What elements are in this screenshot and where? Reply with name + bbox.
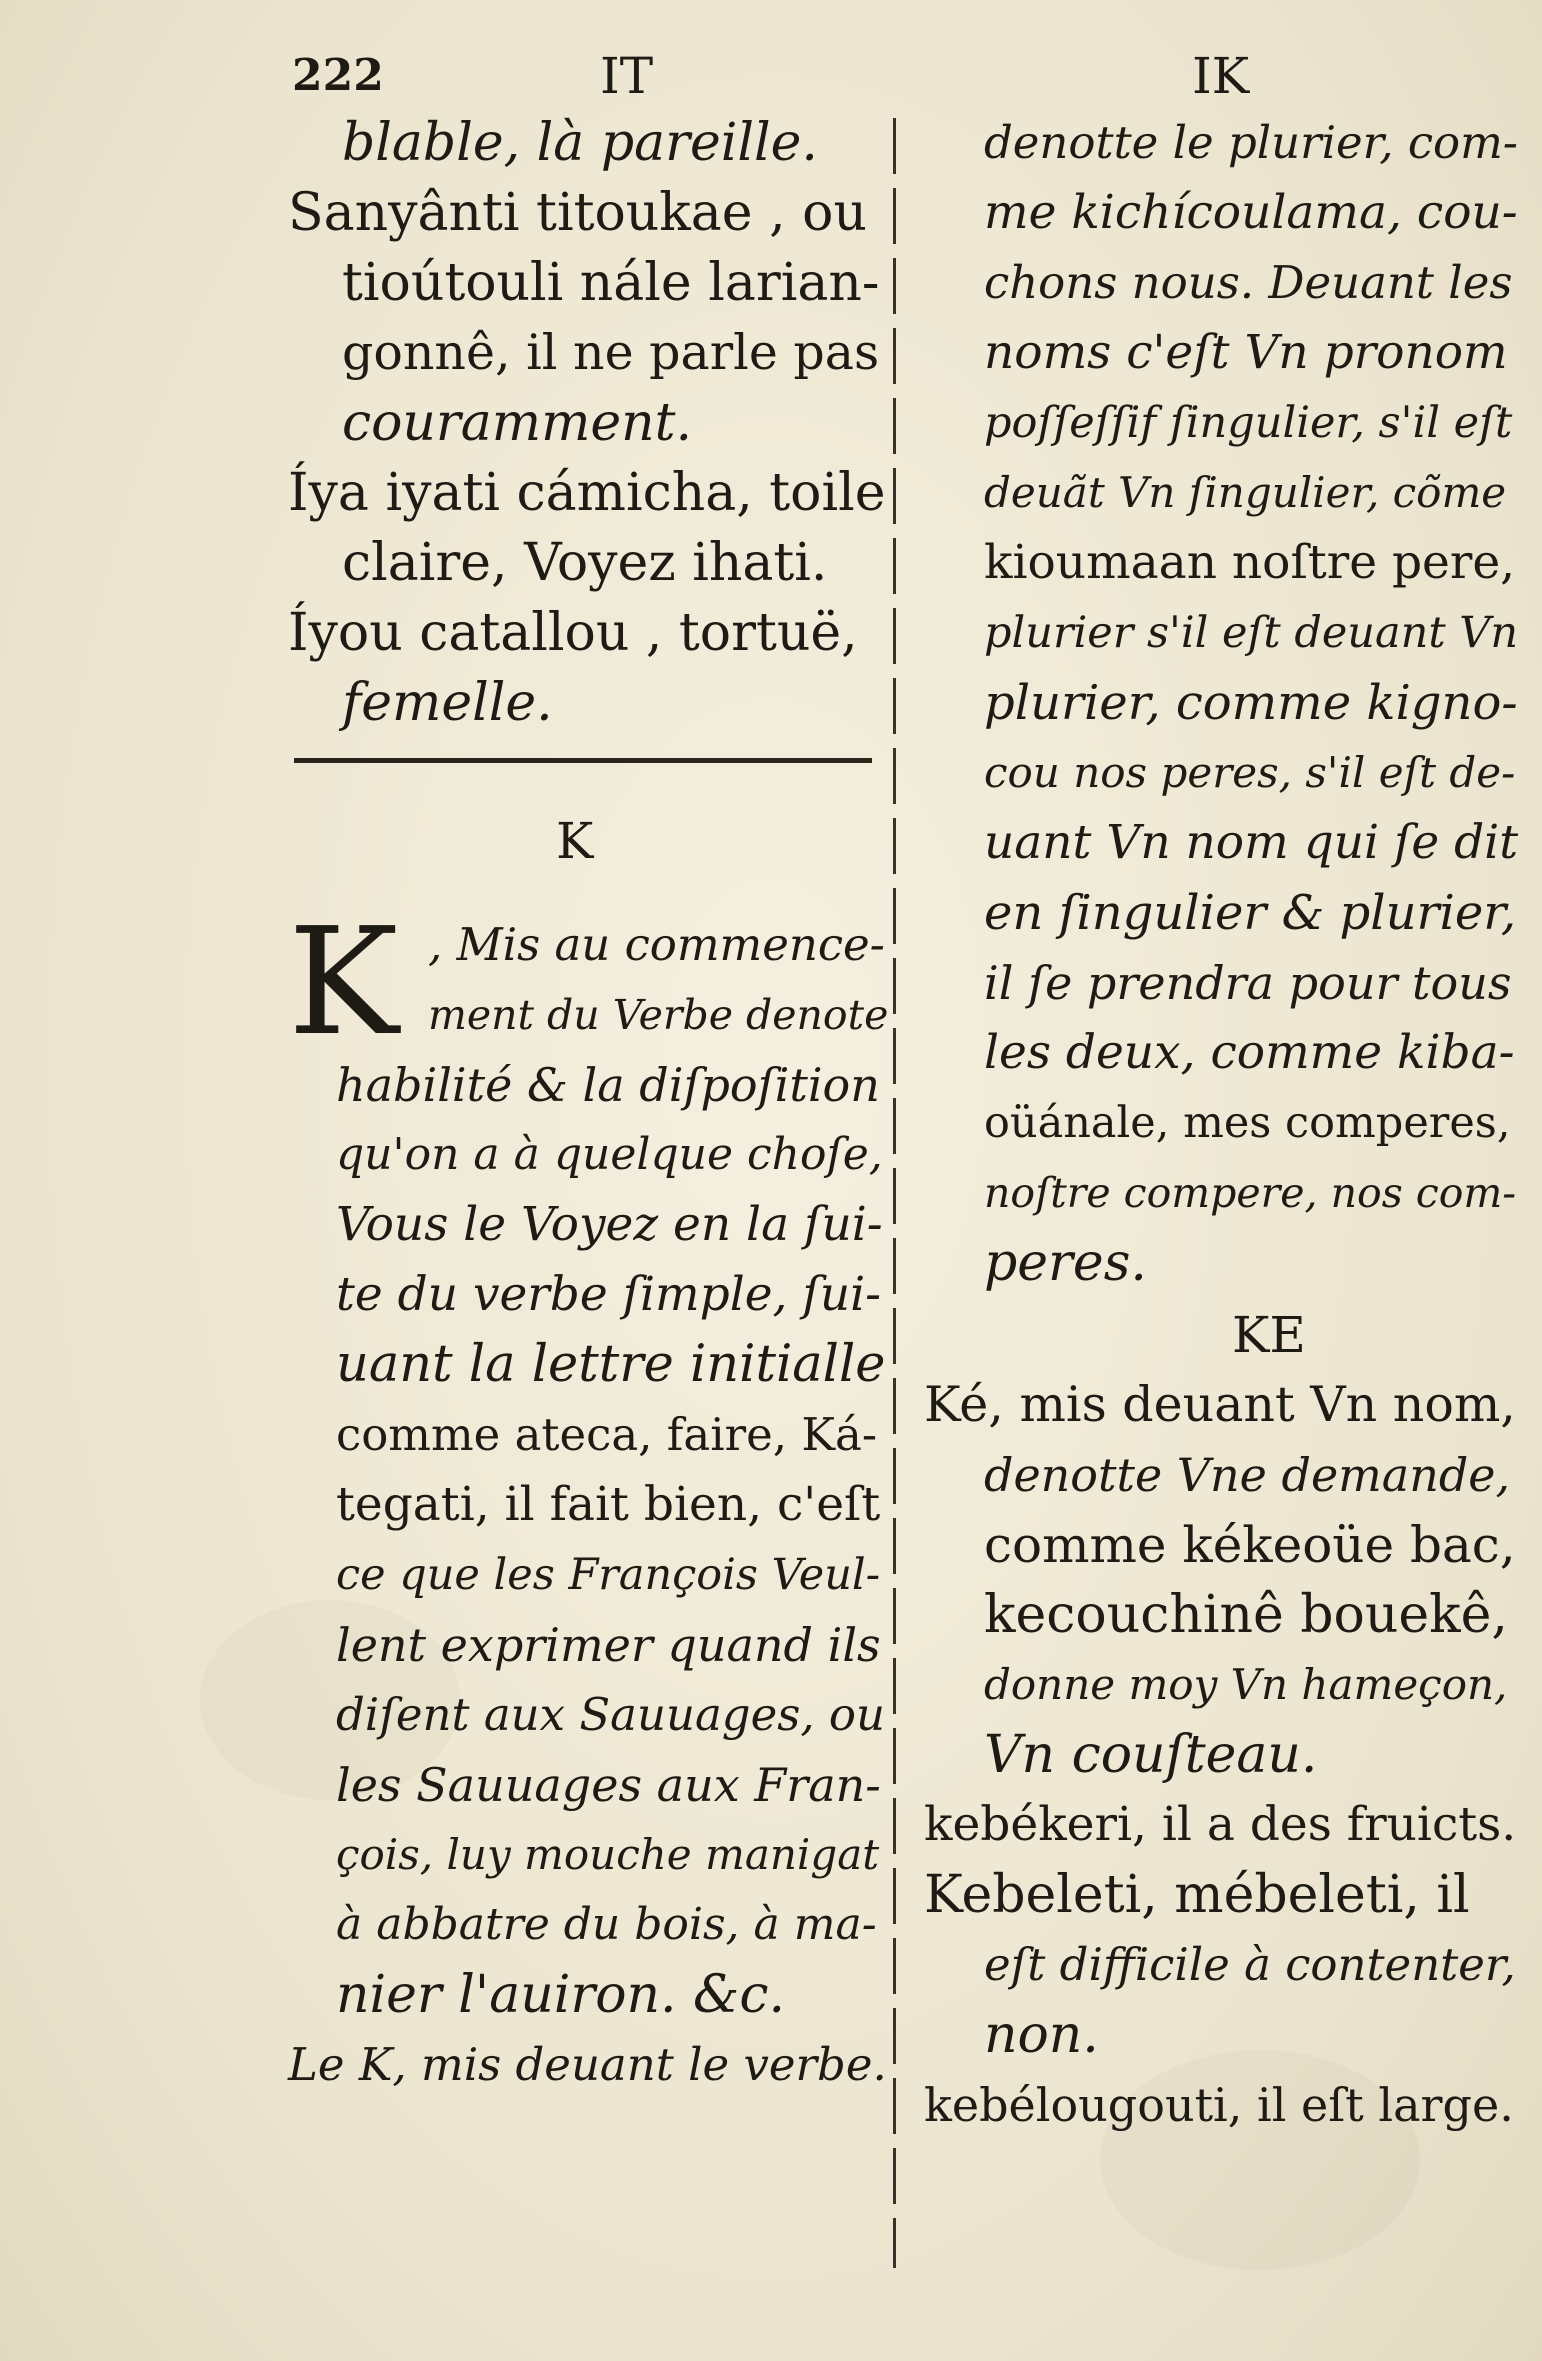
text-line: cou nos peres, s'il eſt de-: [984, 748, 1516, 797]
text-line: il ſe prendra pour tous: [984, 956, 1512, 1010]
text-line: Sanyânti titoukae , ou: [288, 183, 867, 243]
text-line: plurier s'il eſt deuant Vn: [984, 608, 1519, 658]
text-line: eſt difficile à contenter,: [984, 1938, 1516, 1991]
text-line: ce que les François Veul-: [336, 1550, 881, 1600]
column-divider: [893, 118, 896, 2268]
text-line: chons nous. Deuant les: [984, 256, 1513, 309]
text-line: kioumaan noſtre pere,: [984, 535, 1516, 590]
text-line: habilité & la diſpoſition: [336, 1058, 880, 1112]
text-line: Vn couſteau.: [984, 1725, 1318, 1785]
text-line: te du verbe ſimple, ſui-: [336, 1267, 881, 1322]
text-line: comme kékeoüe bac,: [984, 1516, 1516, 1574]
text-line: ment du Verbe denote: [428, 991, 889, 1039]
text-line: uant la lettre initialle: [336, 1335, 886, 1394]
section-heading: K: [556, 812, 594, 870]
running-head-right: IK: [1192, 47, 1250, 105]
text-line: kecouchinê bouekê,: [984, 1585, 1508, 1645]
text-line: tegati, il fait bien, c'eſt: [336, 1477, 881, 1532]
text-line: à abbatre du bois, à ma-: [336, 1899, 877, 1950]
section-heading: KE: [1232, 1306, 1306, 1364]
text-line: deuãt Vn ſingulier, cõme: [984, 468, 1507, 517]
text-line: Íyou catallou , tortuë,: [288, 603, 858, 663]
text-line: denotte Vne demande,: [984, 1448, 1511, 1502]
page-number: 222: [292, 50, 384, 101]
text-line: çois, luy mouche manigat: [336, 1830, 880, 1879]
text-line: blable, là pareille.: [342, 113, 818, 173]
running-head-left: IT: [600, 47, 654, 105]
text-line: claire, Voyez ihati.: [342, 533, 828, 593]
text-line: comme ateca, faire, Ká-: [336, 1408, 878, 1461]
text-line: poſſeſſif ſingulier, s'il eſt: [984, 398, 1513, 448]
text-line: non.: [984, 2005, 1099, 2065]
text-line: Le K, mis deuant le verbe.: [288, 2038, 887, 2091]
text-line: tioútouli nále larian-: [342, 253, 880, 313]
text-line: couramment.: [342, 393, 693, 453]
text-line: les deux, comme kiba-: [984, 1025, 1515, 1080]
text-line: nier l'auiron. &c.: [336, 1965, 785, 2025]
text-line: , Mis au commence-: [428, 918, 885, 971]
text-line: donne moy Vn hameçon,: [984, 1660, 1508, 1709]
text-line: Vous le Voyez en la ſui-: [336, 1197, 883, 1252]
text-line: diſent aux Sauuages, ou: [336, 1688, 886, 1741]
text-line: Ké, mis deuant Vn nom,: [924, 1376, 1516, 1433]
section-rule: [294, 758, 872, 763]
text-line: denotte le plurier, com-: [984, 116, 1519, 169]
text-line: uant Vn nom qui ſe dit: [984, 815, 1519, 870]
text-line: les Sauuages aux Fran-: [336, 1758, 881, 1812]
text-line: plurier, comme kigno-: [984, 675, 1518, 731]
text-line: en ſingulier & plurier,: [984, 885, 1517, 941]
text-line: noſtre compere, nos com-: [984, 1169, 1517, 1217]
text-line: me kichícoulama, cou-: [984, 185, 1518, 240]
text-line: gonnê, il ne parle pas: [342, 324, 880, 381]
text-line: lent exprimer quand ils: [336, 1618, 881, 1672]
text-line: kebélougouti, il eſt large.: [924, 2078, 1514, 2132]
text-line: qu'on a à quelque choſe,: [336, 1129, 883, 1180]
text-line: kebékeri, il a des fruicts.: [924, 1797, 1517, 1852]
text-line: noms c'eſt Vn pronom: [984, 325, 1508, 380]
text-line: femelle.: [342, 673, 553, 733]
text-line: Íya iyati cámicha, toile: [288, 463, 886, 523]
drop-cap: K: [288, 896, 399, 1068]
text-line: peres.: [984, 1233, 1147, 1293]
text-line: oüánale, mes comperes,: [984, 1098, 1511, 1148]
text-line: Kebeleti, mébeleti, il: [924, 1865, 1470, 1925]
